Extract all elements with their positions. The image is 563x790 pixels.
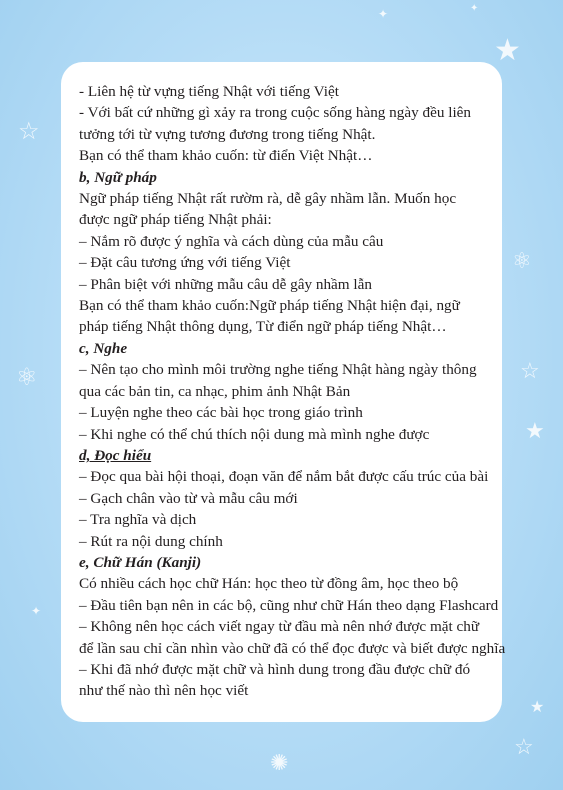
text-line: pháp tiếng Nhật thông dụng, Từ điển ngữ pháp tiếng Nhật… (79, 318, 447, 336)
sparkle-icon: ✦ (470, 3, 479, 14)
star-outline-icon: ☆ (18, 119, 40, 145)
star-icon: ★ (525, 418, 545, 443)
text-line: Có nhiều cách học chữ Hán: học theo từ đồng âm, học theo bộ (79, 575, 459, 593)
text-line: - Với bất cứ những gì xảy ra trong cuộc sống hàng ngày đều liên (79, 104, 471, 122)
text-line: Bạn có thể tham khảo cuốn: từ điển Việt Nhật… (79, 147, 373, 165)
sparkle-icon: ✦ (31, 604, 42, 618)
text-line: Bạn có thể tham khảo cuốn:Ngữ pháp tiếng Nhật hiện đại, ngữ (79, 297, 460, 315)
section-heading: c, Nghe (79, 339, 128, 357)
sparkle-icon: ✦ (378, 7, 389, 21)
text-line: – Đọc qua bài hội thoại, đoạn văn để nắm bắt được cấu trúc của bài (79, 468, 489, 486)
text-line: Ngữ pháp tiếng Nhật rất rườm rà, dễ gây nhầm lẫn. Muốn học (79, 190, 457, 208)
text-line: – Gạch chân vào từ và mẫu câu mới (79, 489, 298, 507)
star-outline-icon: ☆ (520, 358, 540, 383)
section-heading: b, Ngữ pháp (79, 168, 157, 186)
content-card (61, 62, 506, 722)
atom-icon: ⚛ (512, 248, 532, 273)
section-heading: d, Đọc hiểu (79, 446, 152, 464)
text-line: – Rút ra nội dung chính (79, 532, 223, 550)
star-outline-icon: ☆ (514, 734, 534, 759)
text-line: – Luyện nghe theo các bài học trong giáo trình (79, 404, 363, 422)
text-line: – Không nên học cách viết ngay từ đầu mà nên nhớ được mặt chữ (79, 618, 480, 636)
atom-icon: ⚛ (16, 365, 38, 391)
text-body (79, 81, 506, 702)
text-line: tưởng tới từ vựng tương đương trong tiếng Nhật. (79, 125, 376, 143)
text-line: được ngữ pháp tiếng Nhật phải: (79, 211, 272, 229)
text-line: – Đặt câu tương ứng với tiếng Việt (79, 254, 291, 272)
text-line: – Tra nghĩa và dịch (79, 511, 197, 529)
text-line: – Nắm rõ được ý nghĩa và cách dùng của mẫu câu (79, 232, 384, 250)
text-line: – Phân biệt với những mẫu câu dễ gây nhầm lẫn (79, 275, 372, 293)
text-line: – Khi nghe có thể chú thích nội dung mà mình nghe được (79, 425, 430, 443)
text-line: – Nên tạo cho mình môi trường nghe tiếng Nhật hàng ngày thông (79, 361, 477, 379)
star-icon: ★ (530, 699, 545, 716)
text-line: qua các bản tin, ca nhạc, phim ảnh Nhật Bản (79, 382, 351, 400)
swirl-icon: ✺ (270, 750, 289, 775)
text-line: – Đầu tiên bạn nên in các bộ, cũng như chữ Hán theo dạng Flashcard (79, 596, 499, 614)
text-line: như thế nào thì nên học viết (79, 682, 249, 700)
text-line: để lần sau chỉ cần nhìn vào chữ đã có thể đọc được và biết được nghĩa (79, 639, 506, 657)
text-line: - Liên hệ từ vựng tiếng Nhật với tiếng Việt (79, 83, 339, 100)
text-line: – Khi đã nhớ được mặt chữ và hình dung trong đầu được chữ đó (79, 660, 471, 678)
star-icon: ★ (494, 34, 521, 67)
section-heading: e, Chữ Hán (Kanji) (79, 553, 202, 571)
